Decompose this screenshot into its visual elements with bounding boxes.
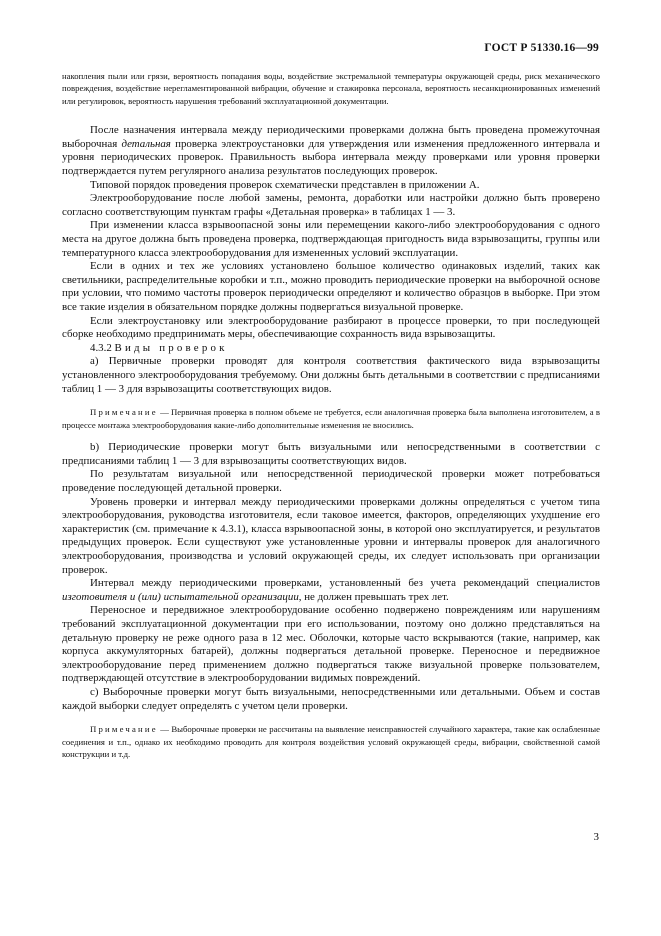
emphasis-manufacturer: изготовителя и (или) испытательной организации — [62, 590, 299, 603]
paragraph-interval-limit: Интервал между периодическими проверками, установленный без учета рекомендаций специалистов изготовителя и (или) испытательной организации, не должен превышать трех лет. — [62, 577, 600, 603]
paragraph-zone-change: При изменении класса взрывоопасной зоны или перемещении какого-либо электрооборудования с одного места на другое должна быть проведена проверка, подтверждающая пригодность вида взрывозащиты, группы или температурного класса электрооборудования для измененных условий эксплуатации. — [62, 219, 600, 259]
page-number: 3 — [593, 831, 599, 843]
paragraph-periodic-checks: b) Периодические проверки могут быть визуальными или непосредственными в соответствии с предписаниями таблиц 1 — 3 для взрывозащиты соответствующих видов. — [62, 441, 600, 467]
section-heading: 4.3.2 Виды проверок — [90, 341, 228, 354]
continued-paragraph: накопления пыли или грязи, вероятность попадания воды, воздействие экстремальной температуры окружающей среды, риск механического повреждения, воздействие нерегламентированной вибрации, обучение и стажировка персонала, вероятность несанкционированных изменений или регулировок, вероятность нарушения требований эксплуатационной документации. — [62, 71, 600, 106]
paragraph-after-repair: Электрооборудование после любой замены, ремонта, доработки или настройки должно быть проверено согласно соответствующим пунктам графы «Детальная проверка» в таблицах 1 — 3. — [62, 192, 600, 218]
paragraph-appendix-ref: Типовой порядок проведения проверок схематически представлен в приложении А. — [90, 178, 480, 191]
paragraph-followup: По результатам визуальной или непосредственной периодической проверки может потребоваться проведение последующей детальной проверки. — [62, 468, 600, 495]
paragraph-interval-check: После назначения интервала между периодическими проверками должна быть проведена промежуточная выборочная детальная проверка электроустановки для утверждения или изменения предложенного интервала и уровня периодических проверок. Правильность выбора интервала между проверками или уровня проверки подтверждается путем регулярного анализа результатов последующих проверок. — [62, 124, 600, 177]
note-initial: Примечание — Первичная проверка в полном объеме не требуется, если аналогичная проверка была выполнена изготовителем, а в процессе монтажа электрооборудования какие-либо дополнительные изменения не вносились. — [62, 407, 601, 430]
paragraph-initial-checks: а) Первичные проверки проводят для контроля соответствия фактического вида взрывозащиты установленного электрооборудования требуемому. Они должны быть детальными в соответствии с предписаниями таблиц 1 — 3 для взрывозащиты соответствующих видов. — [62, 355, 600, 395]
note-sample: Примечание — Выборочные проверки не рассчитаны на выявление неисправностей случайного характера, такие как ослабленные соединения и т.п., однако их необходимо проводить для контроля воздействия условий окружающей среды, вибрации, свойственной самой конструкции и т.д. — [62, 724, 600, 760]
paragraph-disassembly: Если электроустановку или электрооборудование разбирают в процессе проверки, то при последующей сборке необходимо предпринимать меры, обеспечивающие сохранность вида взрывозащиты. — [62, 314, 600, 341]
page-content — [62, 70, 600, 761]
paragraph-portable: Переносное и передвижное электрооборудование особенно подвержено повреждениям или нарушениям требований эксплуатационной документации при его использовании, поэтому оно должно представляться на детальную проверку не реже одного раза в 12 мес. Оболочки, которые часто вскрываются (такие, например, как корпуса аккумуляторных батарей), должны подвергаться детальной проверке. Переносное и передвижное электрооборудование перед применением должно подвергаться также визуальной проверке пользователем, подтверждающей отсутствие в электрооборудовании видимых повреждений. — [62, 604, 600, 685]
paragraph-check-level: Уровень проверки и интервал между периодическими проверками должны определяться с учетом типа электрооборудования, руководства изготовителя, если таковое имеется, факторов, определяющих ухудшение его характеристик (см. примечание к 4.3.1), класса взрывоопасной зоны, в которой оно эксплуатируется, и результатов предыдущих проверок. Если существуют уже установленные уровни и интервалы проверок для аналогичного электрооборудования, производства и условий окружающей среды, их следует использовать при организации проверок. — [62, 495, 600, 576]
emphasis-detailed: детальная — [121, 137, 171, 150]
paragraph-sampling: Если в одних и тех же условиях установлено большое количество одинаковых изделий, таких как светильники, распределительные коробки и т.п., можно проводить периодические проверки на выборочной основе при условии, что помимо частоты проверок периодически определяют и количество образцов в выборке. При этом все такие изделия в обязательном порядке должны подвергаться визуальной проверке. — [62, 260, 600, 313]
document-code: ГОСТ Р 51330.16—99 — [484, 42, 599, 54]
paragraph-sample-checks: с) Выборочные проверки могут быть визуальными, непосредственными или детальными. Объем и состав каждой выборки следует определять с учетом цели проверки. — [62, 685, 600, 712]
